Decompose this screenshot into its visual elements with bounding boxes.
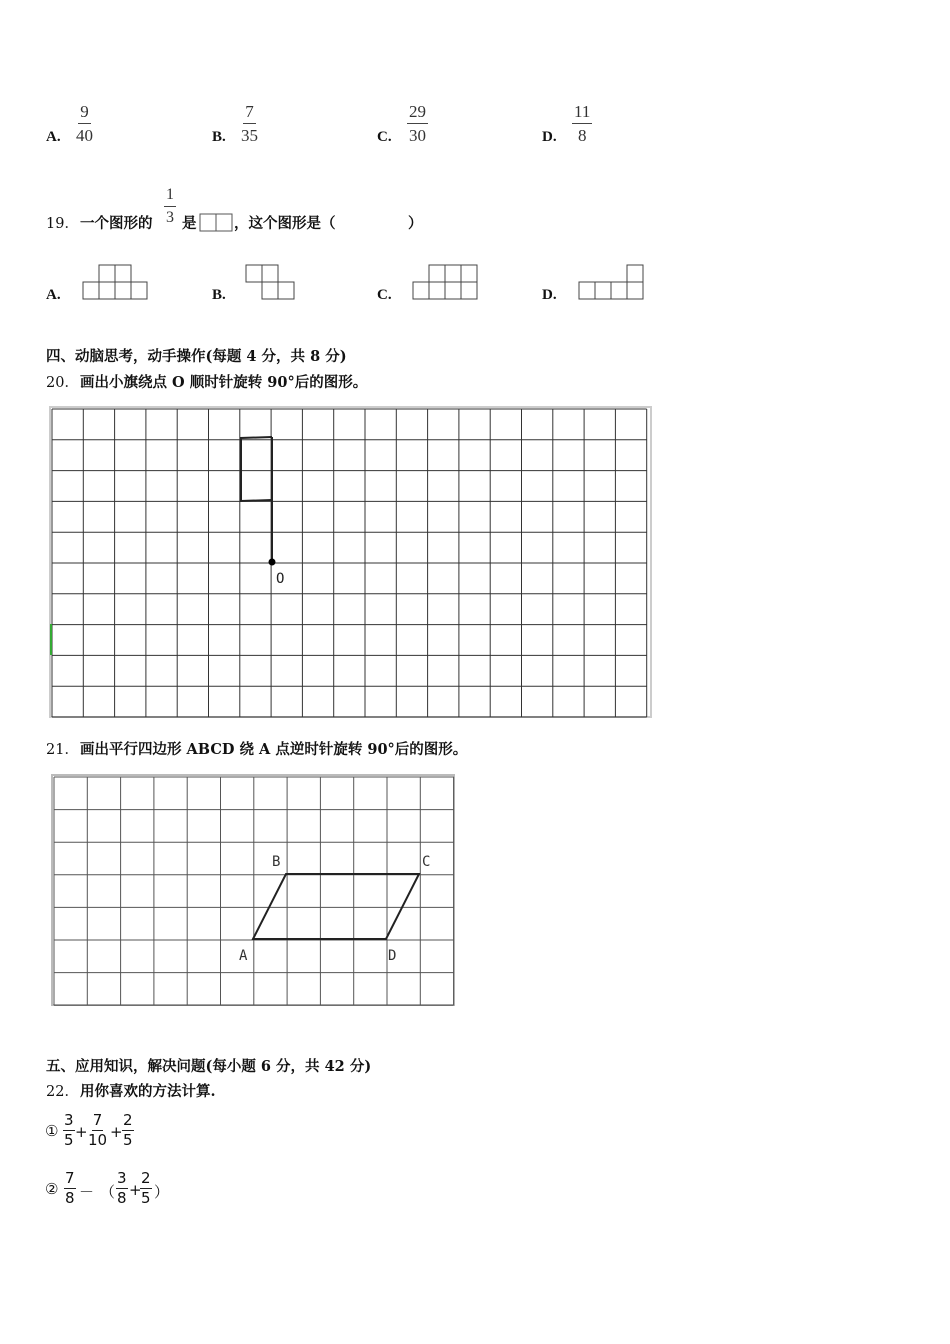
q22-expr1-fraction-3: [122, 1113, 134, 1148]
q18-option-d-letter[interactable]: D.: [542, 129, 557, 145]
q19-two-squares-figure: [199, 213, 233, 233]
q22-expr2-f3-den: 5: [141, 1189, 151, 1207]
q22-expr1-fraction-1: [63, 1113, 75, 1148]
q18-option-a-numerator: 9: [78, 103, 91, 124]
q18-option-c-numerator: 29: [407, 103, 428, 124]
q18-option-c-fraction: [407, 103, 428, 144]
q19-option-d-figure: [578, 264, 648, 302]
q22-text: 用你喜欢的方法计算.: [80, 1083, 216, 1100]
q22-expr2-fraction-1: [64, 1171, 76, 1206]
q19-option-c-figure: [412, 264, 482, 302]
q22-expr1-fraction-2: [88, 1113, 107, 1148]
q22-expr2-fraction-2: [116, 1171, 128, 1206]
q18-option-c-letter[interactable]: C.: [377, 129, 392, 145]
q20-point-o: [269, 559, 276, 566]
q22-expr1-f2-num: 7: [92, 1111, 103, 1129]
q22-expr1-op1: +: [75, 1123, 88, 1141]
q18-option-d-numerator: 11: [572, 103, 592, 124]
q18-option-b-numerator: 7: [243, 103, 256, 124]
q20-point-o-label: O: [276, 571, 285, 587]
q19-figure-square-1: [200, 214, 216, 231]
q19-option-b-letter[interactable]: B.: [212, 287, 226, 303]
q18-option-c-denominator: 30: [409, 126, 426, 145]
q21-label-d: D: [388, 948, 397, 964]
q18-option-a-fraction: [76, 103, 93, 144]
q21-number: 21．: [46, 742, 79, 758]
q22-expr2-rparen: ）: [154, 1183, 170, 1201]
q22-expr2-op1: －: [79, 1183, 95, 1201]
q18-option-d-denominator: 8: [577, 126, 587, 145]
q22-expr1-marker: ①: [45, 1122, 59, 1140]
q19-option-b-figure: [245, 264, 299, 302]
q22-expr2-f3-num: 2: [141, 1169, 151, 1187]
q21-text: 画出平行四边形 ABCD 绕 A 点逆时针旋转 90°后的图形。: [80, 741, 468, 758]
q22-expr2-fraction-3: [140, 1171, 152, 1206]
q22-expr2-op2: +: [129, 1181, 142, 1199]
q19-text-is: 是: [182, 215, 197, 232]
q18-option-b-denominator: 35: [241, 126, 258, 145]
q22-expr1-f1-den: 5: [64, 1131, 74, 1149]
q19-fraction-denominator: 3: [166, 209, 174, 226]
q18-option-d-fraction: [572, 103, 592, 144]
q21-label-b: B: [272, 854, 281, 870]
q19-option-a-letter[interactable]: A.: [46, 287, 61, 303]
q19-fraction: [164, 187, 176, 226]
q18-option-a-letter[interactable]: A.: [46, 129, 61, 145]
q18-option-b-letter[interactable]: B.: [212, 129, 226, 145]
q22-expr2-f1-den: 8: [65, 1189, 75, 1207]
q22-expr2-f2-num: 3: [117, 1169, 127, 1187]
q20-grid-frame: [50, 407, 651, 717]
q22-expr2-lparen: （: [100, 1183, 116, 1201]
q21-grid[interactable]: [50, 773, 458, 1009]
q19-figure-square-2: [216, 214, 232, 231]
q22-expr2-f2-den: 8: [117, 1189, 127, 1207]
q22-number: 22．: [46, 1084, 79, 1100]
q22-expr2-marker: ②: [45, 1180, 59, 1198]
q19-text-after: ，这个图形是（ ）: [234, 215, 423, 232]
section-4-heading: 四、动脑思考，动手操作(每题 4 分，共 8 分): [46, 348, 347, 365]
q22-expr1-op2: +: [110, 1123, 123, 1141]
q20-grid[interactable]: [48, 405, 656, 721]
q22-expr2-f1-num: 7: [65, 1169, 75, 1187]
section-5-heading: 五、应用知识，解决问题(每小题 6 分，共 42 分): [46, 1058, 372, 1075]
q20-text: 画出小旗绕点 O 顺时针旋转 90°后的图形。: [80, 374, 368, 391]
q22-expr1-f3-den: 5: [123, 1131, 133, 1149]
q19-number: 19．: [46, 216, 79, 232]
q20-number: 20．: [46, 375, 79, 391]
q19-text-before: 一个图形的: [80, 215, 153, 232]
q18-option-b-fraction: [241, 103, 258, 144]
q19-option-c-letter[interactable]: C.: [377, 287, 392, 303]
q21-label-a: A: [239, 948, 248, 964]
q18-option-a-denominator: 40: [76, 126, 93, 145]
q22-expr1-f1-num: 3: [64, 1111, 74, 1129]
q21-label-c: C: [422, 854, 431, 870]
q19-option-a-figure: [82, 264, 150, 302]
q22-expr1-f2-den: 10: [88, 1131, 108, 1149]
q22-expr1-f3-num: 2: [123, 1111, 133, 1129]
q19-option-d-letter[interactable]: D.: [542, 287, 557, 303]
q19-fraction-numerator: 1: [164, 187, 176, 207]
